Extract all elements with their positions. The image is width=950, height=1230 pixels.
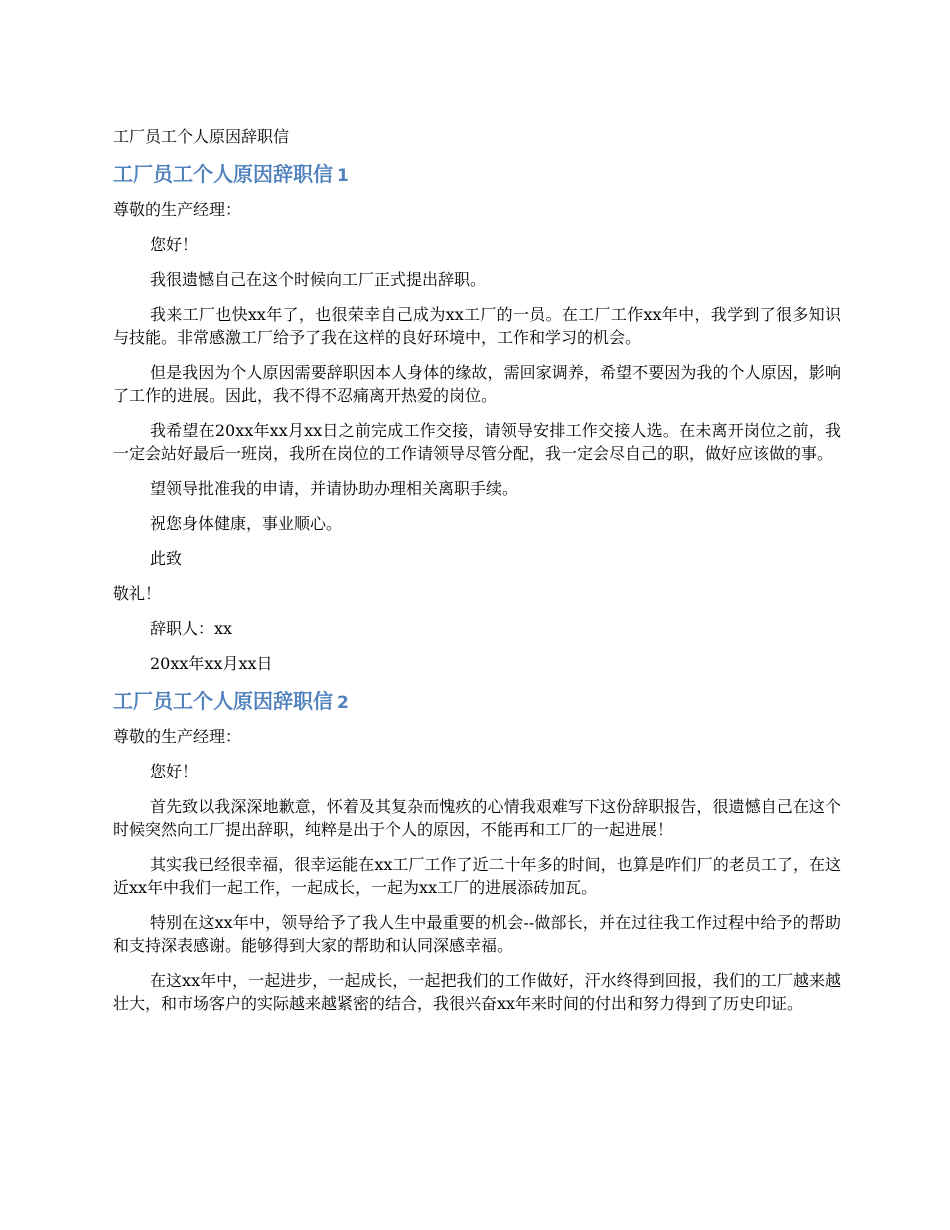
letter-1 — [113, 160, 841, 675]
letter-1-salutation: 尊敬的生产经理： — [113, 200, 242, 219]
letter-1-date: 20xx年xx月xx日 — [150, 654, 273, 673]
letter-1-paragraph: 您好！ — [150, 235, 199, 254]
letter-2-heading — [113, 687, 841, 717]
letter-1-heading-text: 工厂员工个人原因辞职信 — [113, 162, 333, 186]
letter-1-paragraph: 望领导批准我的申请，并请协助办理相关离职手续。 — [150, 479, 519, 498]
letter-1-paragraph: 祝您身体健康，事业顺心。 — [150, 514, 343, 533]
letter-1-paragraph: 但是我因为个人原因需要辞职因本人身体的缘故，需回家调养，希望不要因为我的个人原因，影响了工作的进展。因此，我不得不忍痛离开热爱的岗位。 — [113, 363, 841, 405]
letter-2-salutation: 尊敬的生产经理： — [113, 727, 242, 746]
letter-1-paragraph: 我来工厂也快xx年了，也很荣幸自己成为xx工厂的一员。在工厂工作xx年中，我学到了很多知识与技能。非常感激工厂给予了我在这样的良好环境中，工作和学习的机会。 — [113, 305, 841, 347]
letter-2-paragraph: 您好！ — [150, 762, 199, 781]
letter-2 — [113, 687, 841, 1015]
letter-1-closing: 敬礼！ — [113, 584, 162, 603]
letter-2-paragraph: 首先致以我深深地歉意，怀着及其复杂而愧疚的心情我艰难写下这份辞职报告，很遗憾自己在这个时候突然向工厂提出辞职，纯粹是出于个人的原因，不能再和工厂的一起进展！ — [113, 797, 841, 839]
letter-2-paragraph: 在这xx年中，一起进步，一起成长，一起把我们的工作做好，汗水终得到回报，我们的工厂越来越壮大，和市场客户的实际越来越紧密的结合，我很兴奋xx年来时间的付出和努力得到了历史印证。 — [113, 971, 841, 1013]
letter-2-paragraph: 其实我已经很幸福，很幸运能在xx工厂工作了近二十年多的时间，也算是咋们厂的老员工了，在这近xx年中我们一起工作，一起成长，一起为xx工厂的进展添砖加瓦。 — [113, 855, 841, 897]
letter-1-paragraph: 我很遗憾自己在这个时候向工厂正式提出辞职。 — [150, 270, 487, 289]
letter-1-heading — [113, 160, 841, 190]
letter-1-paragraph: 我希望在20xx年xx月xx日之前完成工作交接，请领导安排工作交接人选。在未离开岗位之前，我一定会站好最后一班岗，我所在岗位的工作请领导尽管分配，我一定会尽自己的职，做好应该做的事。 — [113, 421, 841, 463]
letter-2-heading-number: 2 — [337, 693, 349, 713]
letter-2-paragraph: 特别在这xx年中，领导给予了我人生中最重要的机会--做部长，并在过往我工作过程中给予的帮助和支持深表感谢。能够得到大家的帮助和认同深感幸福。 — [113, 913, 841, 955]
document-title: 工厂员工个人原因辞职信 — [113, 127, 290, 146]
letter-1-heading-number: 1 — [337, 166, 349, 186]
letter-1-paragraph: 此致 — [150, 549, 183, 568]
document-page — [113, 124, 841, 1027]
letter-2-heading-text: 工厂员工个人原因辞职信 — [113, 689, 333, 713]
letter-1-signature: 辞职人：xx — [150, 619, 233, 638]
